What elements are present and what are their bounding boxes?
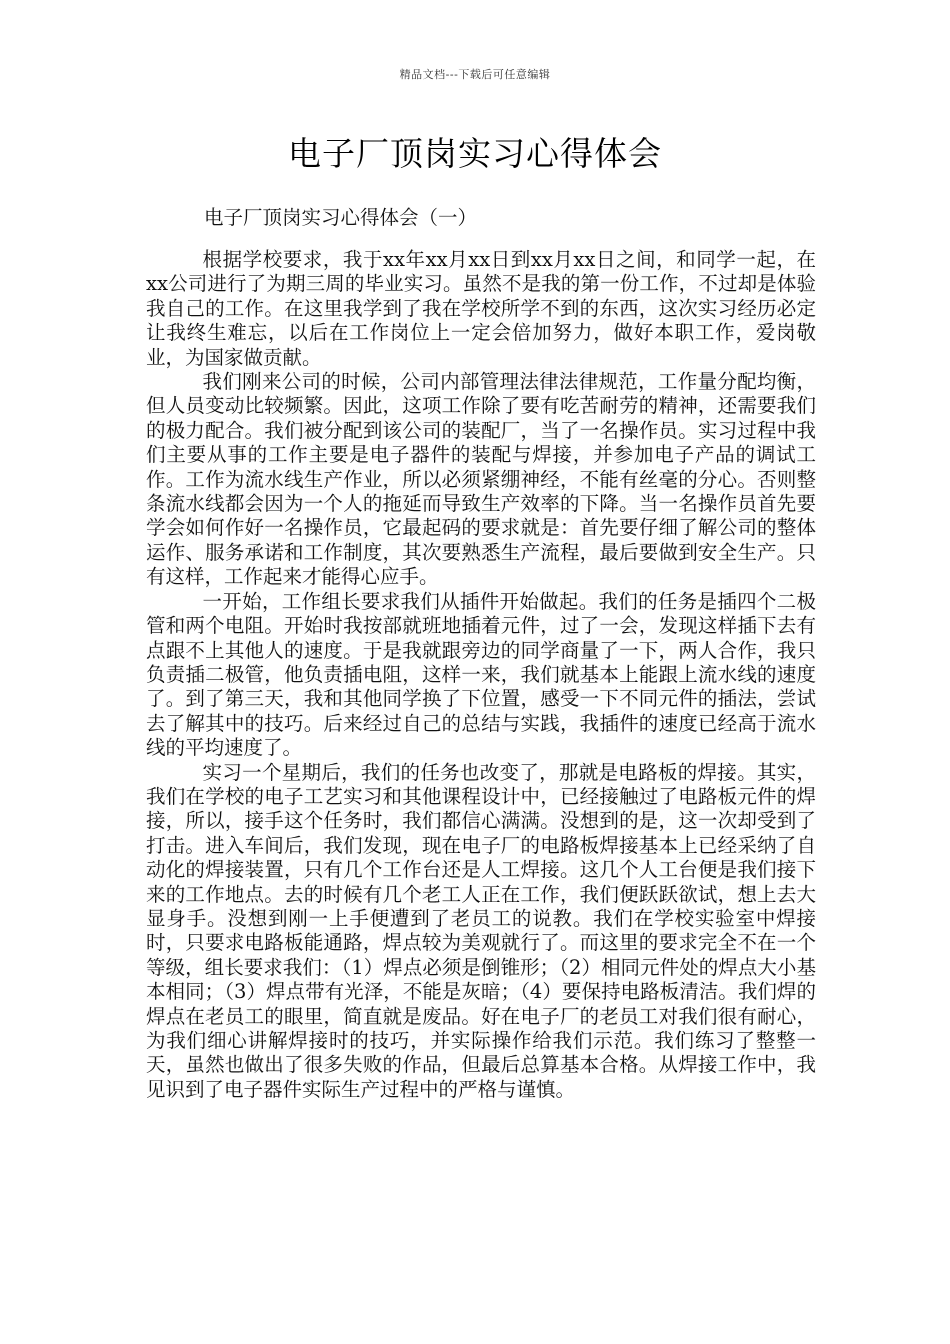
document-title: 电子厂顶岗实习心得体会 <box>288 134 662 173</box>
paragraph: 实习一个星期后，我们的任务也改变了，那就是电路板的焊接。其实，我们在学校的电子工艺实习和其他课程设计中，已经接触过了电路板元件的焊接，所以，接手这个任务时，我们都信心满满。没想到的是，这一次却受到了打击。进入车间后，我们发现，现在电子厂的电路板焊接基本上已经采纳了自动化的焊接装置，只有几个工作台还是人工焊接。这几个人工台便是我们接下来的工作地点。去的时候有几个老工人正在工作，我们便跃跃欲试，想上去大显身手。没想到刚一上手便遭到了老员工的说教。我们在学校实验室中焊接时，只要求电路板能通路，焊点较为美观就行了。而这里的要求完全不在一个等级，组长要求我们：（1）焊点必须是倒锥形；（2）相同元件处的焊点大小基本相同；（3）焊点带有光泽，不能是灰暗；（4）要保持电路板清洁。我们焊的焊点在老员工的眼里，简直就是废品。好在电子厂的老员工对我们很有耐心，为我们细心讲解焊接时的技巧，并实际操作给我们示范。我们练习了整整一天，虽然也做出了很多失败的作品，但最后总算基本合格。从焊接工作中，我见识到了电子器件实际生产过程中的严格与谨慎。 <box>146 760 816 1101</box>
section-subtitle: 电子厂顶岗实习心得体会（一） <box>204 206 478 229</box>
paragraph: 根据学校要求，我于xx年xx月xx日到xx月xx日之间，和同学一起，在xx公司进行了为期三周的毕业实习。虽然不是我的第一份工作，不过却是体验我自己的工作。在这里我学到了我在学校所学不到的东西，这次实习经历必定让我终生难忘，以后在工作岗位上一定会倍加努力，做好本职工作，爱岗敬业，为国家做贡献。 <box>146 248 816 369</box>
body-text <box>146 248 816 1102</box>
paragraph: 一开始，工作组长要求我们从插件开始做起。我们的任务是插四个二极管和两个电阻。开始时我按部就班地插着元件，过了一会，发现这样插下去有点跟不上其他人的速度。于是我就跟旁边的同学商量了一下，两人合作，我只负责插二极管，他负责插电阻，这样一来，我们就基本上能跟上流水线的速度了。到了第三天，我和其他同学换了下位置，感受一下不同元件的插法，尝试去了解其中的技巧。后来经过自己的总结与实践，我插件的速度已经高于流水线的平均速度了。 <box>146 589 816 760</box>
paragraph: 我们刚来公司的时候，公司内部管理法律法律规范，工作量分配均衡，但人员变动比较频繁。因此，这项工作除了要有吃苦耐劳的精神，还需要我们的极力配合。我们被分配到该公司的装配厂，当了一名操作员。实习过程中我们主要从事的工作主要是电子器件的装配与焊接，并参加电子产品的调试工作。工作为流水线生产作业，所以必须紧绷神经，不能有丝毫的分心。否则整条流水线都会因为一个人的拖延而导致生产效率的下降。当一名操作员首先要学会如何作好一名操作员，它最起码的要求就是：首先要仔细了解公司的整体运作、服务承诺和工作制度，其次要熟悉生产流程，最后要做到安全生产。只有这样，工作起来才能得心应手。 <box>146 370 816 589</box>
header-note: 精品文档---下载后可任意编辑 <box>399 68 551 81</box>
